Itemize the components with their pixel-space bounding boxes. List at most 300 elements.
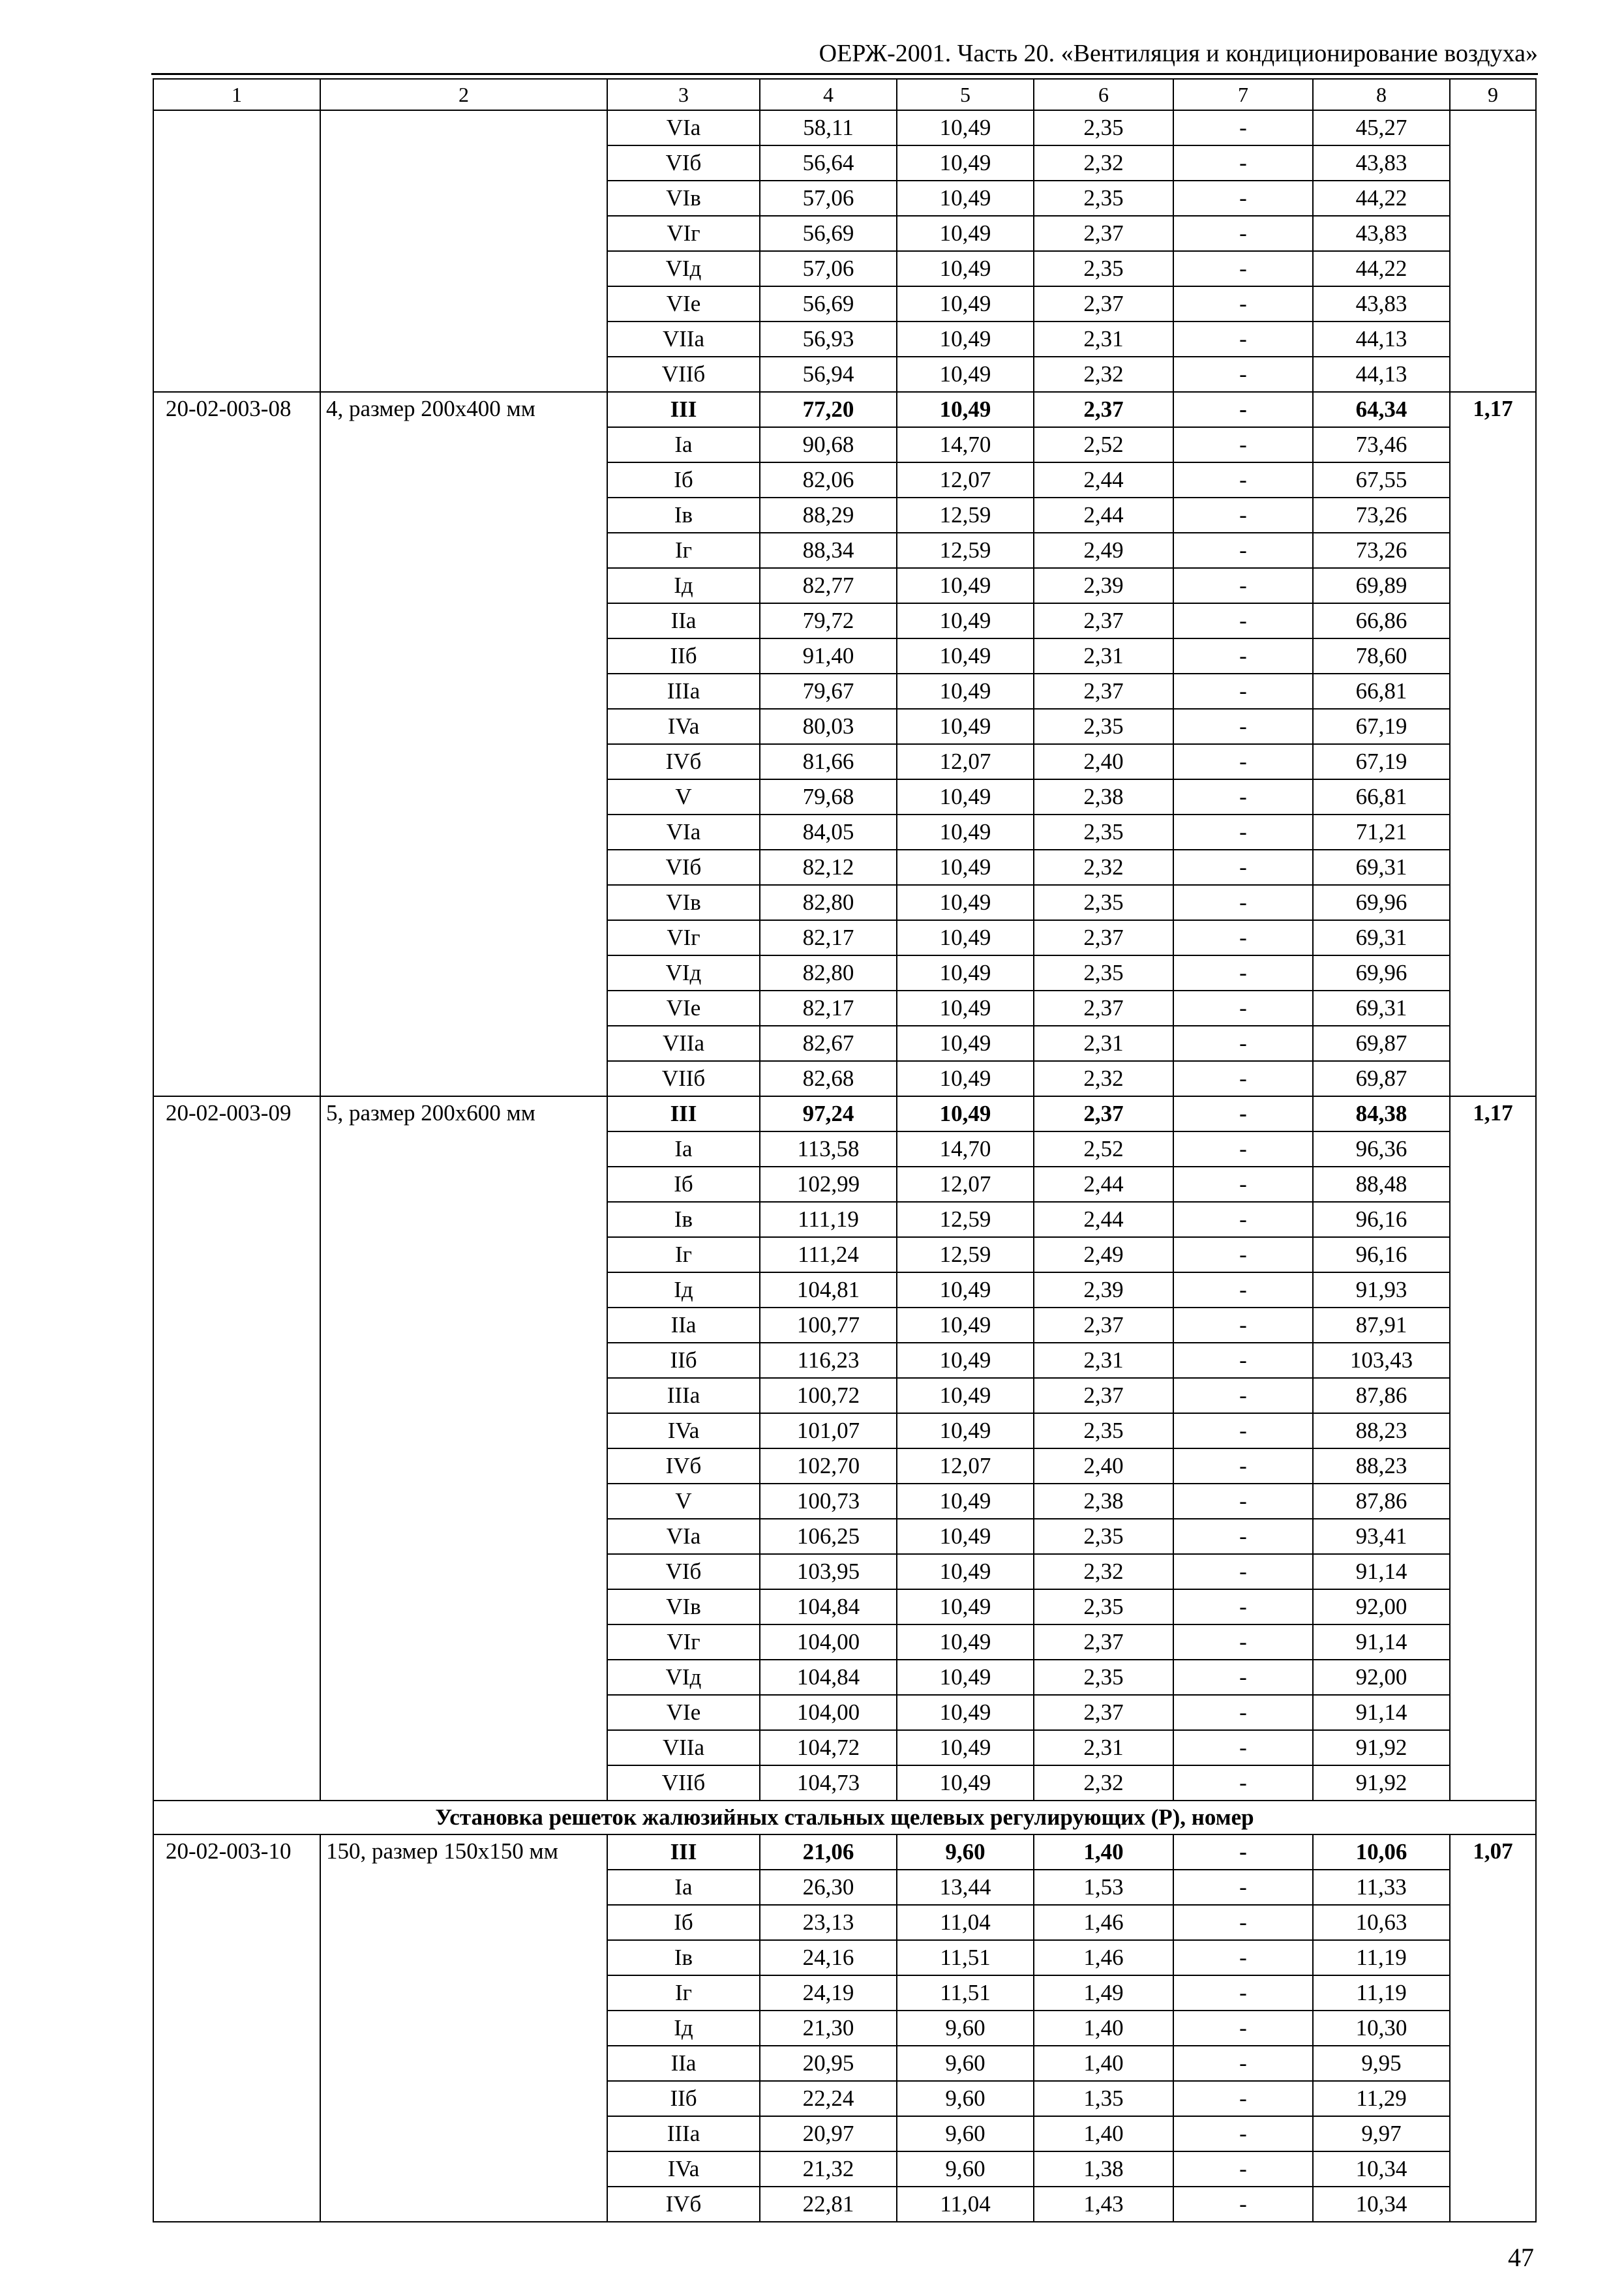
materials-cell: 91,93 xyxy=(1313,1272,1450,1308)
total-cost-cell: 88,34 xyxy=(760,533,897,568)
machines-cell: 1,46 xyxy=(1034,1905,1173,1940)
machines-cell: 2,37 xyxy=(1034,920,1173,955)
materials-cell: 11,19 xyxy=(1313,1975,1450,2011)
wages-cell: 10,49 xyxy=(897,850,1034,885)
labor-coefficient xyxy=(1450,110,1536,392)
total-cost-cell: 113,58 xyxy=(760,1131,897,1167)
zone-cell: Iд xyxy=(607,1272,760,1308)
zone-cell: VIв xyxy=(607,885,760,920)
machines-cell: 2,37 xyxy=(1034,1308,1173,1343)
zone-cell: IIб xyxy=(607,2081,760,2116)
wages-cell: 10,49 xyxy=(897,991,1034,1026)
machines-cell: 2,35 xyxy=(1034,709,1173,744)
wages-cell: 10,49 xyxy=(897,1096,1034,1131)
zone-cell: VIб xyxy=(607,145,760,181)
machinist-wages-cell: - xyxy=(1173,1765,1313,1801)
materials-cell: 71,21 xyxy=(1313,815,1450,850)
wages-cell: 10,49 xyxy=(897,251,1034,286)
wages-cell: 14,70 xyxy=(897,1131,1034,1167)
total-cost-cell: 56,94 xyxy=(760,357,897,392)
machinist-wages-cell: - xyxy=(1173,815,1313,850)
wages-cell: 10,49 xyxy=(897,286,1034,322)
machinist-wages-cell: - xyxy=(1173,145,1313,181)
machines-cell: 2,35 xyxy=(1034,110,1173,145)
machinist-wages-cell: - xyxy=(1173,1096,1313,1131)
total-cost-cell: 88,29 xyxy=(760,498,897,533)
materials-cell: 11,19 xyxy=(1313,1940,1450,1975)
machinist-wages-cell: - xyxy=(1173,498,1313,533)
total-cost-cell: 82,12 xyxy=(760,850,897,885)
machinist-wages-cell: - xyxy=(1173,2187,1313,2222)
total-cost-cell: 103,95 xyxy=(760,1554,897,1589)
machinist-wages-cell: - xyxy=(1173,1167,1313,1202)
machines-cell: 2,35 xyxy=(1034,251,1173,286)
zone-cell: Iб xyxy=(607,462,760,498)
total-cost-cell: 24,16 xyxy=(760,1940,897,1975)
materials-cell: 66,86 xyxy=(1313,603,1450,638)
machinist-wages-cell: - xyxy=(1173,885,1313,920)
materials-cell: 69,87 xyxy=(1313,1061,1450,1096)
machines-cell: 2,37 xyxy=(1034,1624,1173,1660)
zone-cell: VIд xyxy=(607,251,760,286)
wages-cell: 10,49 xyxy=(897,357,1034,392)
zone-cell: IIa xyxy=(607,1308,760,1343)
wages-cell: 10,49 xyxy=(897,638,1034,674)
machines-cell: 2,44 xyxy=(1034,1167,1173,1202)
materials-cell: 87,91 xyxy=(1313,1308,1450,1343)
zone-cell: III xyxy=(607,392,760,427)
machines-cell: 2,37 xyxy=(1034,1695,1173,1730)
materials-cell: 88,23 xyxy=(1313,1413,1450,1448)
materials-cell: 96,16 xyxy=(1313,1202,1450,1237)
machinist-wages-cell: - xyxy=(1173,1378,1313,1413)
machinist-wages-cell: - xyxy=(1173,603,1313,638)
zone-cell: Iв xyxy=(607,1202,760,1237)
materials-cell: 73,26 xyxy=(1313,498,1450,533)
wages-cell: 10,49 xyxy=(897,322,1034,357)
zone-cell: VIд xyxy=(607,955,760,991)
wages-cell: 10,49 xyxy=(897,1484,1034,1519)
wages-cell: 10,49 xyxy=(897,1413,1034,1448)
machines-cell: 2,31 xyxy=(1034,1730,1173,1765)
machines-cell: 2,49 xyxy=(1034,1237,1173,1272)
wages-cell: 12,07 xyxy=(897,1448,1034,1484)
zone-cell: VIIб xyxy=(607,357,760,392)
wages-cell: 10,49 xyxy=(897,1061,1034,1096)
materials-cell: 91,14 xyxy=(1313,1695,1450,1730)
zone-cell: VIе xyxy=(607,991,760,1026)
header-rule xyxy=(151,73,1538,75)
materials-cell: 91,92 xyxy=(1313,1730,1450,1765)
materials-cell: 78,60 xyxy=(1313,638,1450,674)
materials-cell: 43,83 xyxy=(1313,216,1450,251)
materials-cell: 69,96 xyxy=(1313,955,1450,991)
zone-cell: VIг xyxy=(607,216,760,251)
rate-code: 20-02-003-08 xyxy=(153,392,320,1096)
zone-cell: Ia xyxy=(607,1131,760,1167)
total-cost-cell: 24,19 xyxy=(760,1975,897,2011)
zone-cell: VIIa xyxy=(607,1730,760,1765)
materials-cell: 44,13 xyxy=(1313,322,1450,357)
machines-cell: 2,39 xyxy=(1034,568,1173,603)
zone-cell: IVa xyxy=(607,2151,760,2187)
machinist-wages-cell: - xyxy=(1173,1624,1313,1660)
machines-cell: 1,40 xyxy=(1034,2116,1173,2151)
materials-cell: 44,13 xyxy=(1313,357,1450,392)
total-cost-cell: 26,30 xyxy=(760,1870,897,1905)
total-cost-cell: 104,00 xyxy=(760,1624,897,1660)
total-cost-cell: 22,24 xyxy=(760,2081,897,2116)
machines-cell: 2,44 xyxy=(1034,462,1173,498)
wages-cell: 10,49 xyxy=(897,216,1034,251)
column-number: 4 xyxy=(760,79,897,110)
zone-cell: VIб xyxy=(607,850,760,885)
total-cost-cell: 57,06 xyxy=(760,181,897,216)
materials-cell: 11,33 xyxy=(1313,1870,1450,1905)
total-cost-cell: 97,24 xyxy=(760,1096,897,1131)
total-cost-cell: 100,72 xyxy=(760,1378,897,1413)
total-cost-cell: 56,93 xyxy=(760,322,897,357)
machines-cell: 2,40 xyxy=(1034,744,1173,779)
machinist-wages-cell: - xyxy=(1173,1554,1313,1589)
machinist-wages-cell: - xyxy=(1173,2151,1313,2187)
machinist-wages-cell: - xyxy=(1173,1448,1313,1484)
machines-cell: 2,52 xyxy=(1034,427,1173,462)
machines-cell: 1,40 xyxy=(1034,2011,1173,2046)
column-number: 3 xyxy=(607,79,760,110)
machinist-wages-cell: - xyxy=(1173,1905,1313,1940)
machines-cell: 2,35 xyxy=(1034,1413,1173,1448)
machinist-wages-cell: - xyxy=(1173,1870,1313,1905)
machines-cell: 2,37 xyxy=(1034,674,1173,709)
materials-cell: 84,38 xyxy=(1313,1096,1450,1131)
zone-cell: VIв xyxy=(607,1589,760,1624)
wages-cell: 9,60 xyxy=(897,2151,1034,2187)
wages-cell: 11,04 xyxy=(897,1905,1034,1940)
total-cost-cell: 82,17 xyxy=(760,920,897,955)
materials-cell: 44,22 xyxy=(1313,251,1450,286)
materials-cell: 69,96 xyxy=(1313,885,1450,920)
materials-cell: 91,92 xyxy=(1313,1765,1450,1801)
wages-cell: 10,49 xyxy=(897,1308,1034,1343)
column-number: 9 xyxy=(1450,79,1536,110)
materials-cell: 91,14 xyxy=(1313,1554,1450,1589)
machines-cell: 2,37 xyxy=(1034,1378,1173,1413)
table-row xyxy=(153,1096,1536,1131)
wages-cell: 10,49 xyxy=(897,110,1034,145)
zone-cell: Iб xyxy=(607,1167,760,1202)
column-number: 8 xyxy=(1313,79,1450,110)
machinist-wages-cell: - xyxy=(1173,322,1313,357)
materials-cell: 103,43 xyxy=(1313,1343,1450,1378)
zone-cell: VIд xyxy=(607,1660,760,1695)
machinist-wages-cell: - xyxy=(1173,2011,1313,2046)
machinist-wages-cell: - xyxy=(1173,1308,1313,1343)
table-body xyxy=(153,79,1536,2222)
zone-cell: Iв xyxy=(607,498,760,533)
total-cost-cell: 100,73 xyxy=(760,1484,897,1519)
wages-cell: 12,07 xyxy=(897,744,1034,779)
machinist-wages-cell: - xyxy=(1173,1589,1313,1624)
wages-cell: 12,59 xyxy=(897,1237,1034,1272)
total-cost-cell: 82,68 xyxy=(760,1061,897,1096)
machines-cell: 2,37 xyxy=(1034,603,1173,638)
machines-cell: 2,31 xyxy=(1034,638,1173,674)
wages-cell: 10,49 xyxy=(897,181,1034,216)
machines-cell: 1,46 xyxy=(1034,1940,1173,1975)
machines-cell: 1,53 xyxy=(1034,1870,1173,1905)
zone-cell: VIIб xyxy=(607,1061,760,1096)
zone-cell: IIб xyxy=(607,1343,760,1378)
materials-cell: 45,27 xyxy=(1313,110,1450,145)
machinist-wages-cell: - xyxy=(1173,1834,1313,1870)
machines-cell: 2,39 xyxy=(1034,1272,1173,1308)
machinist-wages-cell: - xyxy=(1173,1413,1313,1448)
machines-cell: 2,35 xyxy=(1034,955,1173,991)
wages-cell: 10,49 xyxy=(897,1660,1034,1695)
machines-cell: 1,40 xyxy=(1034,2046,1173,2081)
machinist-wages-cell: - xyxy=(1173,1061,1313,1096)
machines-cell: 1,43 xyxy=(1034,2187,1173,2222)
total-cost-cell: 102,70 xyxy=(760,1448,897,1484)
total-cost-cell: 104,84 xyxy=(760,1660,897,1695)
total-cost-cell: 21,30 xyxy=(760,2011,897,2046)
wages-cell: 12,07 xyxy=(897,462,1034,498)
wages-cell: 12,59 xyxy=(897,498,1034,533)
rate-code: 20-02-003-09 xyxy=(153,1096,320,1801)
materials-cell: 66,81 xyxy=(1313,779,1450,815)
zone-cell: V xyxy=(607,1484,760,1519)
wages-cell: 10,49 xyxy=(897,955,1034,991)
materials-cell: 69,87 xyxy=(1313,1026,1450,1061)
wages-cell: 10,49 xyxy=(897,709,1034,744)
total-cost-cell: 84,05 xyxy=(760,815,897,850)
total-cost-cell: 104,81 xyxy=(760,1272,897,1308)
total-cost-cell: 82,80 xyxy=(760,885,897,920)
zone-cell: VIIa xyxy=(607,1026,760,1061)
machinist-wages-cell: - xyxy=(1173,1940,1313,1975)
total-cost-cell: 79,68 xyxy=(760,779,897,815)
total-cost-cell: 21,32 xyxy=(760,2151,897,2187)
total-cost-cell: 82,80 xyxy=(760,955,897,991)
materials-cell: 91,14 xyxy=(1313,1624,1450,1660)
machines-cell: 2,32 xyxy=(1034,357,1173,392)
machinist-wages-cell: - xyxy=(1173,1272,1313,1308)
zone-cell: IIIa xyxy=(607,1378,760,1413)
machines-cell: 2,32 xyxy=(1034,1061,1173,1096)
machinist-wages-cell: - xyxy=(1173,1343,1313,1378)
zone-cell: VIIa xyxy=(607,322,760,357)
wages-cell: 10,49 xyxy=(897,1730,1034,1765)
wages-cell: 11,51 xyxy=(897,1940,1034,1975)
materials-cell: 11,29 xyxy=(1313,2081,1450,2116)
total-cost-cell: 106,25 xyxy=(760,1519,897,1554)
materials-cell: 67,55 xyxy=(1313,462,1450,498)
wages-cell: 10,49 xyxy=(897,1695,1034,1730)
zone-cell: IVб xyxy=(607,744,760,779)
machines-cell: 2,35 xyxy=(1034,815,1173,850)
rates-table xyxy=(153,78,1537,2222)
wages-cell: 12,07 xyxy=(897,1167,1034,1202)
machinist-wages-cell: - xyxy=(1173,427,1313,462)
wages-cell: 10,49 xyxy=(897,1554,1034,1589)
wages-cell: 12,59 xyxy=(897,1202,1034,1237)
machinist-wages-cell: - xyxy=(1173,357,1313,392)
wages-cell: 10,49 xyxy=(897,674,1034,709)
total-cost-cell: 82,77 xyxy=(760,568,897,603)
materials-cell: 92,00 xyxy=(1313,1589,1450,1624)
machinist-wages-cell: - xyxy=(1173,709,1313,744)
machines-cell: 2,37 xyxy=(1034,286,1173,322)
total-cost-cell: 21,06 xyxy=(760,1834,897,1870)
machinist-wages-cell: - xyxy=(1173,2116,1313,2151)
machinist-wages-cell: - xyxy=(1173,1237,1313,1272)
machines-cell: 2,32 xyxy=(1034,850,1173,885)
labor-coefficient: 1,17 xyxy=(1450,392,1536,1096)
wages-cell: 10,49 xyxy=(897,1589,1034,1624)
total-cost-cell: 101,07 xyxy=(760,1413,897,1448)
total-cost-cell: 100,77 xyxy=(760,1308,897,1343)
zone-cell: III xyxy=(607,1096,760,1131)
wages-cell: 11,51 xyxy=(897,1975,1034,2011)
machinist-wages-cell: - xyxy=(1173,216,1313,251)
zone-cell: IVб xyxy=(607,2187,760,2222)
total-cost-cell: 23,13 xyxy=(760,1905,897,1940)
machinist-wages-cell: - xyxy=(1173,744,1313,779)
wages-cell: 11,04 xyxy=(897,2187,1034,2222)
machinist-wages-cell: - xyxy=(1173,779,1313,815)
materials-cell: 69,31 xyxy=(1313,920,1450,955)
table-row xyxy=(153,110,1536,145)
zone-cell: V xyxy=(607,779,760,815)
materials-cell: 92,00 xyxy=(1313,1660,1450,1695)
total-cost-cell: 104,84 xyxy=(760,1589,897,1624)
total-cost-cell: 79,67 xyxy=(760,674,897,709)
total-cost-cell: 79,72 xyxy=(760,603,897,638)
machines-cell: 2,49 xyxy=(1034,533,1173,568)
materials-cell: 69,31 xyxy=(1313,850,1450,885)
rate-code: 20-02-003-10 xyxy=(153,1834,320,2222)
column-number: 2 xyxy=(320,79,607,110)
wages-cell: 10,49 xyxy=(897,1378,1034,1413)
column-number-row xyxy=(153,79,1536,110)
machines-cell: 2,31 xyxy=(1034,1343,1173,1378)
machinist-wages-cell: - xyxy=(1173,392,1313,427)
wages-cell: 9,60 xyxy=(897,2116,1034,2151)
wages-cell: 12,59 xyxy=(897,533,1034,568)
wages-cell: 10,49 xyxy=(897,1765,1034,1801)
machinist-wages-cell: - xyxy=(1173,568,1313,603)
zone-cell: Iв xyxy=(607,1940,760,1975)
machinist-wages-cell: - xyxy=(1173,1131,1313,1167)
wages-cell: 10,49 xyxy=(897,603,1034,638)
zone-cell: VIе xyxy=(607,286,760,322)
machines-cell: 2,38 xyxy=(1034,1484,1173,1519)
wages-cell: 10,49 xyxy=(897,1272,1034,1308)
zone-cell: Iд xyxy=(607,2011,760,2046)
total-cost-cell: 116,23 xyxy=(760,1343,897,1378)
zone-cell: IIa xyxy=(607,603,760,638)
column-number: 7 xyxy=(1173,79,1313,110)
total-cost-cell: 56,64 xyxy=(760,145,897,181)
total-cost-cell: 111,19 xyxy=(760,1202,897,1237)
machinist-wages-cell: - xyxy=(1173,1484,1313,1519)
zone-cell: IVa xyxy=(607,709,760,744)
total-cost-cell: 20,97 xyxy=(760,2116,897,2151)
column-number: 1 xyxy=(153,79,320,110)
zone-cell: VIa xyxy=(607,110,760,145)
machines-cell: 1,49 xyxy=(1034,1975,1173,2011)
machines-cell: 2,37 xyxy=(1034,392,1173,427)
zone-cell: Iд xyxy=(607,568,760,603)
total-cost-cell: 77,20 xyxy=(760,392,897,427)
machines-cell: 2,44 xyxy=(1034,1202,1173,1237)
materials-cell: 88,23 xyxy=(1313,1448,1450,1484)
page-number: 47 xyxy=(1508,2243,1534,2272)
materials-cell: 43,83 xyxy=(1313,145,1450,181)
machinist-wages-cell: - xyxy=(1173,1660,1313,1695)
machinist-wages-cell: - xyxy=(1173,2046,1313,2081)
wages-cell: 10,49 xyxy=(897,392,1034,427)
machinist-wages-cell: - xyxy=(1173,1026,1313,1061)
total-cost-cell: 82,17 xyxy=(760,991,897,1026)
materials-cell: 9,97 xyxy=(1313,2116,1450,2151)
zone-cell: Iб xyxy=(607,1905,760,1940)
materials-cell: 64,34 xyxy=(1313,392,1450,427)
machinist-wages-cell: - xyxy=(1173,286,1313,322)
wages-cell: 10,49 xyxy=(897,568,1034,603)
machines-cell: 2,38 xyxy=(1034,779,1173,815)
materials-cell: 10,63 xyxy=(1313,1905,1450,1940)
machinist-wages-cell: - xyxy=(1173,1975,1313,2011)
section-heading-row xyxy=(153,1801,1536,1834)
materials-cell: 10,30 xyxy=(1313,2011,1450,2046)
zone-cell: VIб xyxy=(607,1554,760,1589)
materials-cell: 43,83 xyxy=(1313,286,1450,322)
column-number: 6 xyxy=(1034,79,1173,110)
wages-cell: 10,49 xyxy=(897,1026,1034,1061)
machinist-wages-cell: - xyxy=(1173,1695,1313,1730)
wages-cell: 9,60 xyxy=(897,2011,1034,2046)
zone-cell: IIa xyxy=(607,2046,760,2081)
materials-cell: 93,41 xyxy=(1313,1519,1450,1554)
total-cost-cell: 20,95 xyxy=(760,2046,897,2081)
materials-cell: 73,26 xyxy=(1313,533,1450,568)
machines-cell: 2,40 xyxy=(1034,1448,1173,1484)
zone-cell: VIв xyxy=(607,181,760,216)
total-cost-cell: 104,72 xyxy=(760,1730,897,1765)
machines-cell: 2,35 xyxy=(1034,885,1173,920)
zone-cell: VIa xyxy=(607,815,760,850)
total-cost-cell: 104,00 xyxy=(760,1695,897,1730)
zone-cell: Ia xyxy=(607,1870,760,1905)
zone-cell: VIг xyxy=(607,920,760,955)
total-cost-cell: 82,06 xyxy=(760,462,897,498)
zone-cell: IVб xyxy=(607,1448,760,1484)
machinist-wages-cell: - xyxy=(1173,110,1313,145)
materials-cell: 67,19 xyxy=(1313,744,1450,779)
machinist-wages-cell: - xyxy=(1173,674,1313,709)
materials-cell: 69,31 xyxy=(1313,991,1450,1026)
total-cost-cell: 80,03 xyxy=(760,709,897,744)
total-cost-cell: 90,68 xyxy=(760,427,897,462)
machines-cell: 1,38 xyxy=(1034,2151,1173,2187)
machinist-wages-cell: - xyxy=(1173,991,1313,1026)
materials-cell: 69,89 xyxy=(1313,568,1450,603)
zone-cell: VIIб xyxy=(607,1765,760,1801)
zone-cell: III xyxy=(607,1834,760,1870)
zone-cell: IIIa xyxy=(607,2116,760,2151)
